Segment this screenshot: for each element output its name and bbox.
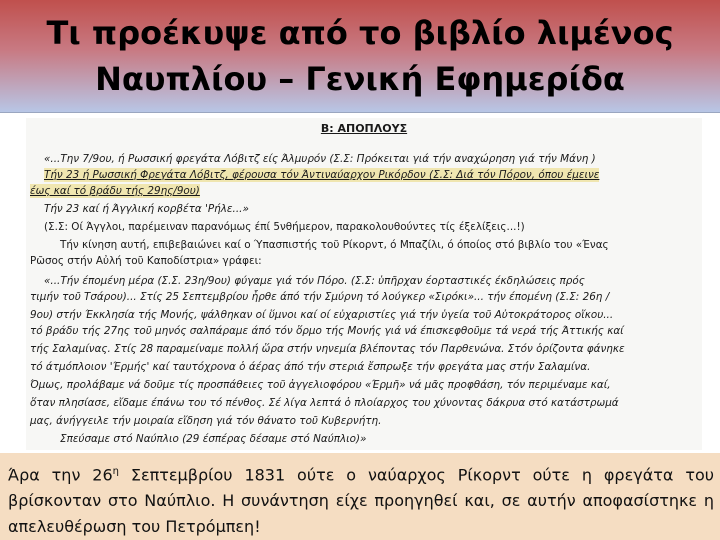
document-line: τό βράδυ τής 27ης τοῦ μηνός σαλπάραμε άπό τόν ὅρμο τής Μονής γιά νά έπισκεφθοῦμε τά νερά τής Άττικής καί (30, 325, 624, 337)
scanned-document-excerpt (26, 118, 702, 450)
conclusion-box (0, 453, 720, 540)
document-line: Τήν 23 καί ή Άγγλική κορβέτα 'Ρήλε...» (44, 203, 249, 215)
document-line: μας, άνήγγειλε τήν μοιραία εἴδηση γιά τόν θάνατο τοῦ Κυβερνήτη. (30, 415, 382, 427)
document-line: «...Τήν έπομένη μέρα (Σ.Σ. 23η/9ου) φύγαμε γιά τόν Πόρο. (Σ.Σ: ὑπῆρχαν έορταστικές έκδηλώσεις πρός (44, 275, 585, 287)
document-line: Όμως, προλάβαμε νά δοῦμε τίς προσπάθειες τοῦ ἀγγελιοφόρου «Έρμῆ» νά μᾶς προφθάση, τόν περιμέναμε καί, (30, 379, 611, 391)
document-line: τό άτμόπλοιον 'Έρμής' καί ταυτόχρονα ὁ άέρας άπό τήν στεριά ἔσπρωξε τήν φρεγάτα μας στήν Σαλαμίνα. (30, 361, 591, 373)
document-line: «...Την 7/9ου, ή Ρωσσική φρεγάτα Λόβιτζ είς Άλμυρόν (Σ.Σ: Πρόκειται γιά τήν αναχώρηση γιά τήν Μάνη ) (44, 153, 596, 165)
document-line: τιμήν τοῦ Τσάρου)... Στίς 25 Σεπτεμβρίου ἦρθε άπό τήν Σμύρνη τό λούγκερ «Σιρόκι»... τήν έπομένη (Σ.Σ: 26η / (30, 291, 610, 303)
document-line: έως καί τό βράδυ τής 29ης/9ου) (30, 185, 200, 197)
document-line: Τήν 23 ή Ρωσσική Φρεγάτα Λόβιτζ, φέρουσα τόν Άντιναύαρχον Ρικόρδον (Σ.Σ: Διά τόν Πόρον, όπου έμεινε (44, 169, 600, 181)
document-line: Τήν κίνηση αυτή, επιβεβαιώνει καί ο Ύπασπιστής τοῦ Ρίκορντ, ό Μπαζίλι, ό όποίος στό βιβλίο του «Ένας (60, 239, 609, 251)
document-line: ὅταν πλησίασε, εἴδαμε έπάνω του τό πένθος. Σέ λίγα λεπτά ὁ πλοίαρχος του χύνοντας δάκρυα στό κατάστρωμά (30, 397, 619, 409)
slide-title: Τι προέκυψε από το βιβλίο λιμένος Ναυπλίου – Γενική Εφημερίδα (46, 14, 674, 98)
document-line: (Σ.Σ: Οί Άγγλοι, παρέμειναν παρανόμως έπί 5νθήμερον, παρακολουθούντες τίς έξελίξεις...!) (44, 221, 525, 233)
document-heading: Β: ΑΠΟΠΛΟΥΣ (320, 122, 408, 135)
slide-title-band (0, 0, 720, 113)
document-line: 9ου) στήν Έκκλησία τής Μονής, ψάλθηκαν οί ὕμνοι καί οί εὐχαριστίες γιά τήν ὑγεία τοῦ Αὐτοκράτορος οἴκου... (30, 309, 614, 321)
document-line: Σπεύσαμε στό Ναύπλιο (29 έσπέρας δέσαμε στό Ναύπλιο)» (60, 433, 367, 445)
document-line: Ρῶσος στήν Αὐλή τοῦ Καποδίστρια» γράφει: (30, 255, 262, 267)
document-line: τής Σαλαμίνας. Στίς 28 παραμείναμε πολλή ὥρα στήν νηνεμία βλέποντας τόν Παρθενώνα. Στόν ὁρίζοντα φάνηκε (30, 343, 625, 355)
conclusion-text: Άρα την $26^\eta$ Σεπτεμβρίου 1831 ούτε ο ναύαρχος Ρίκορντ ούτε η φρεγάτα του βρίσκονταν στο Ναύπλιο. Η συνάντηση είχε προηγηθεί και, σε αυτήν αποφασίστηκε η απελευθέρωση του Πετρόμπεη! (8, 465, 714, 537)
